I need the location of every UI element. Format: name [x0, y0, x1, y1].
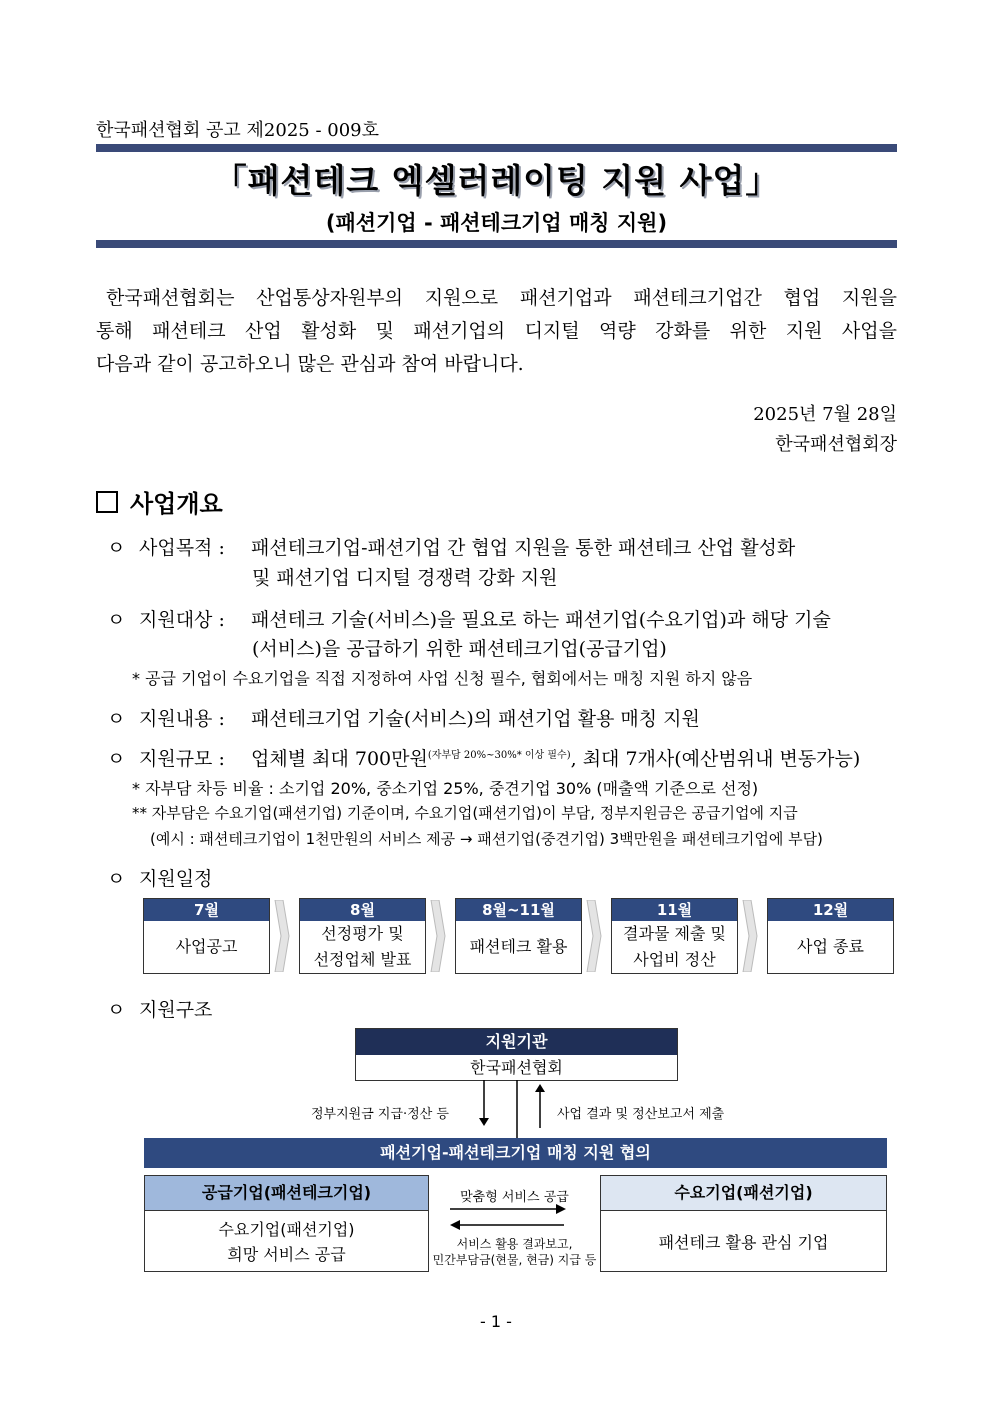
section-title: 사업개요 [130, 490, 223, 518]
schedule-label: 지원일정 [139, 868, 213, 890]
chevron-right-icon [586, 900, 602, 972]
schedule-step [299, 898, 426, 974]
bullet-icon: ㅇ [107, 609, 126, 631]
bullet-icon: ㅇ [107, 868, 126, 890]
schedule-step [611, 898, 738, 974]
schedule-text: 결과물 제출 및 [623, 924, 726, 943]
scale-superscript: (자부담 20%~30%* 이상 필수) [427, 750, 571, 761]
content-item [107, 704, 700, 731]
announcement-date: 2025년 7월 28일 [753, 404, 897, 425]
scale-item [107, 744, 860, 771]
intro-line: 통해 패션테크 산업 활성화 및 패션기업의 디지털 역량 강화를 위한 지원 사업을 [96, 320, 897, 342]
schedule-month: 7월 [144, 899, 269, 921]
structure-label: 지원구조 [139, 999, 213, 1021]
schedule-month: 11월 [612, 899, 737, 921]
matching-bar: 패션기업-패션테크기업 매칭 지원 협의 [144, 1138, 887, 1168]
to-demand-label: 맞춤형 서비스 공급 [460, 1190, 569, 1205]
schedule-text: 선정업체 발표 [313, 950, 412, 969]
schedule-body [144, 921, 269, 973]
left-flow-label: 정부지원금 지급·정산 등 [311, 1107, 449, 1122]
content-text: 패션테크기업 기술(서비스)의 패션기업 활용 매칭 지원 [251, 708, 700, 730]
target-text: 패션테크 기술(서비스)을 필요로 하는 패션기업(수요기업)과 해당 기술 [251, 609, 831, 631]
bullet-icon: ㅇ [107, 999, 126, 1021]
title-bottom-rule [96, 240, 897, 248]
schedule-body [456, 921, 581, 973]
schedule-body [612, 921, 737, 973]
chevron-right-icon [430, 900, 446, 972]
demand-body: 패션테크 활용 관심 기업 [658, 1232, 829, 1252]
exchange-arrows-icon [446, 1203, 570, 1231]
schedule-month: 12월 [768, 899, 893, 921]
checkbox-square-icon [96, 491, 118, 513]
title-top-rule [96, 144, 897, 152]
schedule-text: 사업공고 [175, 937, 238, 956]
schedule-text: 사업 종료 [797, 937, 864, 956]
support-agency-box [355, 1028, 678, 1081]
purpose-item [107, 533, 795, 560]
to-supplier-text: 서비스 활용 결과보고, [456, 1237, 573, 1251]
schedule-body [768, 921, 893, 973]
schedule-step [143, 898, 270, 974]
schedule-month: 8월 [300, 899, 425, 921]
schedule-text: 패션테크 활용 [469, 937, 568, 956]
scale-main-text: 업체별 최대 700만원 [251, 748, 428, 770]
supplier-body [145, 1211, 428, 1273]
chevron-right-icon [274, 900, 290, 972]
right-flow-label: 사업 결과 및 정산보고서 제출 [557, 1107, 725, 1122]
scale-label: 지원규모 : [139, 748, 225, 770]
intro-paragraph [96, 282, 897, 381]
schedule-text: 선정평가 및 [321, 924, 404, 943]
intro-line: 한국패션협회는 산업통상자원부의 지원으로 패션기업과 패션테크기업간 협업 지원을 [106, 287, 897, 309]
purpose-text: 패션테크기업-패션기업 간 협업 지원을 통한 패션테크 산업 활성화 [251, 537, 796, 559]
target-item [107, 605, 831, 632]
scale-note: * 자부담 차등 비율 : 소기업 20%, 중소기업 25%, 중견기업 30% (매출액 기준으로 선정) [132, 779, 759, 798]
schedule-item [107, 864, 212, 891]
scale-note: ** 자부담은 수요기업(패션기업) 기준이며, 수요기업(패션기업)이 부담, 정부지원금은 공급기업에 지급 [132, 804, 798, 822]
demand-head: 수요기업(패션기업) [601, 1176, 886, 1211]
flow-arrows-icon [470, 1080, 560, 1140]
demand-box [600, 1175, 887, 1272]
document-number: 한국패션협회 공고 제2025 - 009호 [96, 120, 380, 141]
support-agency-head: 지원기관 [356, 1029, 677, 1055]
schedule-step [767, 898, 894, 974]
scale-note: (예시 : 패션테크기업이 1천만원의 서비스 제공 → 패션기업(중견기업) 3백만원을 패션테크기업에 부담) [150, 830, 823, 848]
target-text-cont: (서비스)을 공급하기 위한 패션테크기업(공급기업) [252, 638, 667, 660]
schedule-body [300, 921, 425, 973]
supplier-box [144, 1175, 429, 1272]
chevron-right-icon [742, 900, 758, 972]
page-number: - 1 - [480, 1312, 512, 1331]
bullet-icon: ㅇ [107, 537, 126, 559]
announcing-organization: 한국패션협회장 [775, 434, 897, 455]
target-label: 지원대상 : [139, 609, 225, 631]
purpose-text-cont: 및 패션기업 디지털 경쟁력 강화 지원 [252, 567, 558, 589]
schedule-step [455, 898, 582, 974]
support-agency-name: 한국패션협회 [470, 1058, 563, 1077]
page-title: 「패션테크 엑셀러레이팅 지원 사업」 [213, 161, 780, 200]
content-label: 지원내용 : [139, 708, 225, 730]
page-subtitle: (패션기업 - 패션테크기업 매칭 지원) [325, 211, 668, 235]
supplier-text: 희망 서비스 공급 [227, 1245, 346, 1264]
to-supplier-text: 민간부담금(현물, 현금) 지급 등 [432, 1253, 597, 1267]
to-supplier-label [429, 1236, 600, 1268]
supplier-head: 공급기업(패션테크기업) [145, 1176, 428, 1211]
purpose-label: 사업목적 : [139, 537, 225, 559]
structure-item [107, 995, 212, 1022]
supplier-text: 수요기업(패션기업) [218, 1220, 355, 1239]
schedule-text: 사업비 정산 [633, 950, 716, 969]
schedule-month: 8월~11월 [456, 899, 581, 921]
target-note: * 공급 기업이 수요기업을 직접 지정하여 사업 신청 필수, 협회에서는 매칭 지원 하지 않음 [132, 669, 753, 688]
bullet-icon: ㅇ [107, 748, 126, 770]
section-heading [96, 484, 223, 519]
intro-line: 다음과 같이 공고하오니 많은 관심과 참여 바랍니다. [96, 353, 524, 375]
bullet-icon: ㅇ [107, 708, 126, 730]
scale-tail-text: , 최대 7개사(예산범위내 변동가능) [570, 748, 861, 770]
